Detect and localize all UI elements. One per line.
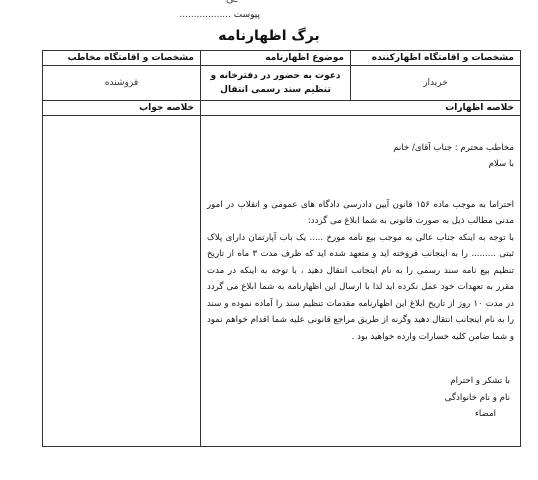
greeting: با سلام bbox=[488, 159, 514, 169]
subject-value: دعوت به حضور در دفترخانه و تنظیم سند رسمی انتقال bbox=[201, 66, 351, 101]
statement-paragraph-1: احتراما به موجب ماده ۱۵۶ قانون آیین دادرسی دادگاه های عمومی و انقلاب در امور مدنی مطالب ذیل به صورت قانونی به شما ابلاغ می گردد: bbox=[207, 199, 515, 226]
declarant-header: مشخصات و اقامتگاه اظهارکننده bbox=[351, 51, 521, 66]
statement-text bbox=[207, 140, 514, 423]
full-name-label: نام و نام خانوادگی bbox=[444, 392, 510, 403]
addressee-header: مشخصات و اقامتگاه مخاطب bbox=[43, 51, 201, 66]
salutation: مخاطب محترم : جناب آقای/ خانم bbox=[393, 142, 514, 153]
summary-body-row bbox=[43, 116, 521, 447]
statement-paragraph-2: با توجه به اینکه جناب عالی به موجب بیع نامه مورخ ..... یک باب آپارتمان دارای پلاک ثبتی ......... را به اینجانب فروخته اید و متعهد شده اید که ظرف مدت ۳ ماه از تاریخ تنظیم بیع نامه سند رسمی را به نام اینجانب انتقال دهید ، با توجه به اینکه در مدت مقرر به تعهدات خود عمل نکرده اید لذا با ارسال این اظهارنامه به شما ابلاغ می گردد در مدت ۱۰ روز از تاریخ ابلاغ این اظهارنامه مقدمات تنظیم سند را آماده نموده و سند را به نام اینجانب انتقال دهید وگرنه از طریق مراجع قانونی علیه شما اقدام خواهم نمود و شما ضامن کلیه خسارات وارده خواهید بود . bbox=[207, 232, 515, 342]
header-remnant bbox=[56, 0, 256, 8]
header-remnant-text bbox=[226, 0, 237, 5]
reply-summary-header: خلاصه جواب bbox=[43, 101, 201, 116]
closing: با تشکر و احترام bbox=[450, 376, 510, 386]
declarant-value: خریدار bbox=[351, 66, 521, 101]
summary-header-row bbox=[43, 101, 521, 116]
party-header-row bbox=[43, 51, 521, 66]
signature-label: امضاء bbox=[474, 409, 496, 419]
statements-cell bbox=[201, 116, 521, 447]
page-title: برگ اظهارنامه bbox=[218, 28, 320, 44]
party-value-row bbox=[43, 66, 521, 101]
addressee-value: فروشنده bbox=[43, 66, 201, 101]
reply-cell bbox=[43, 116, 201, 447]
subject-header: موضوع اظهارنامه bbox=[201, 51, 351, 66]
declaration-table bbox=[42, 50, 521, 447]
attachment-line: پیوست .................. bbox=[179, 10, 260, 20]
statements-summary-header: خلاصه اظهارات bbox=[201, 101, 521, 116]
